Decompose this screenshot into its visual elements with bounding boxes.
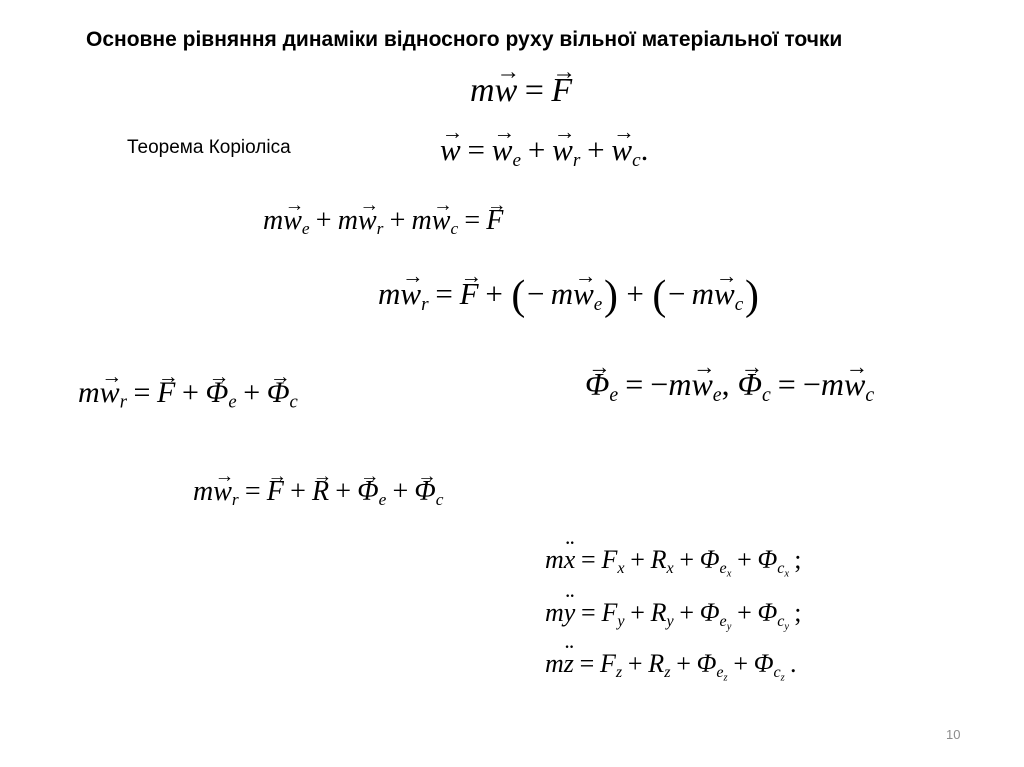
equation-newton-law: m→ w =→ F bbox=[470, 74, 572, 108]
equation-relative-motion: $m\to w_r =\to F$ + (− $m\to w_e$) + (− $m\to w_c$) bbox=[378, 276, 761, 318]
page-number: 10 bbox=[946, 727, 961, 742]
equation-x-component: m¨ $x = F_x + R_x + \Phi_{e_x} + \Phi_{c_x}$ ; bbox=[545, 547, 802, 580]
equation-coriolis-theorem: → $w =\to w_e +\to w_r +\to w_c$. bbox=[440, 134, 648, 170]
equation-with-reaction: $m\to w_r =\to F +\to R +\to \Phi_e +\to \Phi_c$ bbox=[193, 478, 443, 509]
equation-y-component: m¨ $y = F_y + R_y + \Phi_{e_y} + \Phi_{c_y}$ ; bbox=[545, 600, 802, 633]
slide-title: Основне рівняння динаміки відносного руху вільної матеріальної точки bbox=[86, 28, 843, 51]
equation-inertia-forces: $m\to w_r =\to F +\to \Phi_e +\to \Phi_c$ bbox=[78, 378, 298, 412]
equation-z-component: m¨ $z = F_z + R_z + \Phi_{e_z} + \Phi_{c_z}$ . bbox=[545, 651, 796, 684]
equation-inertia-definitions: → $\Phi_e = -m\to w_e$, → $\Phi_c = -m\to w_c$ bbox=[585, 368, 874, 406]
coriolis-theorem-label: Теорема Коріоліса bbox=[127, 137, 291, 158]
equation-expanded-acceleration: $m\to w_e + m\to w_r + m\to w_c =\to F$ bbox=[263, 207, 503, 238]
